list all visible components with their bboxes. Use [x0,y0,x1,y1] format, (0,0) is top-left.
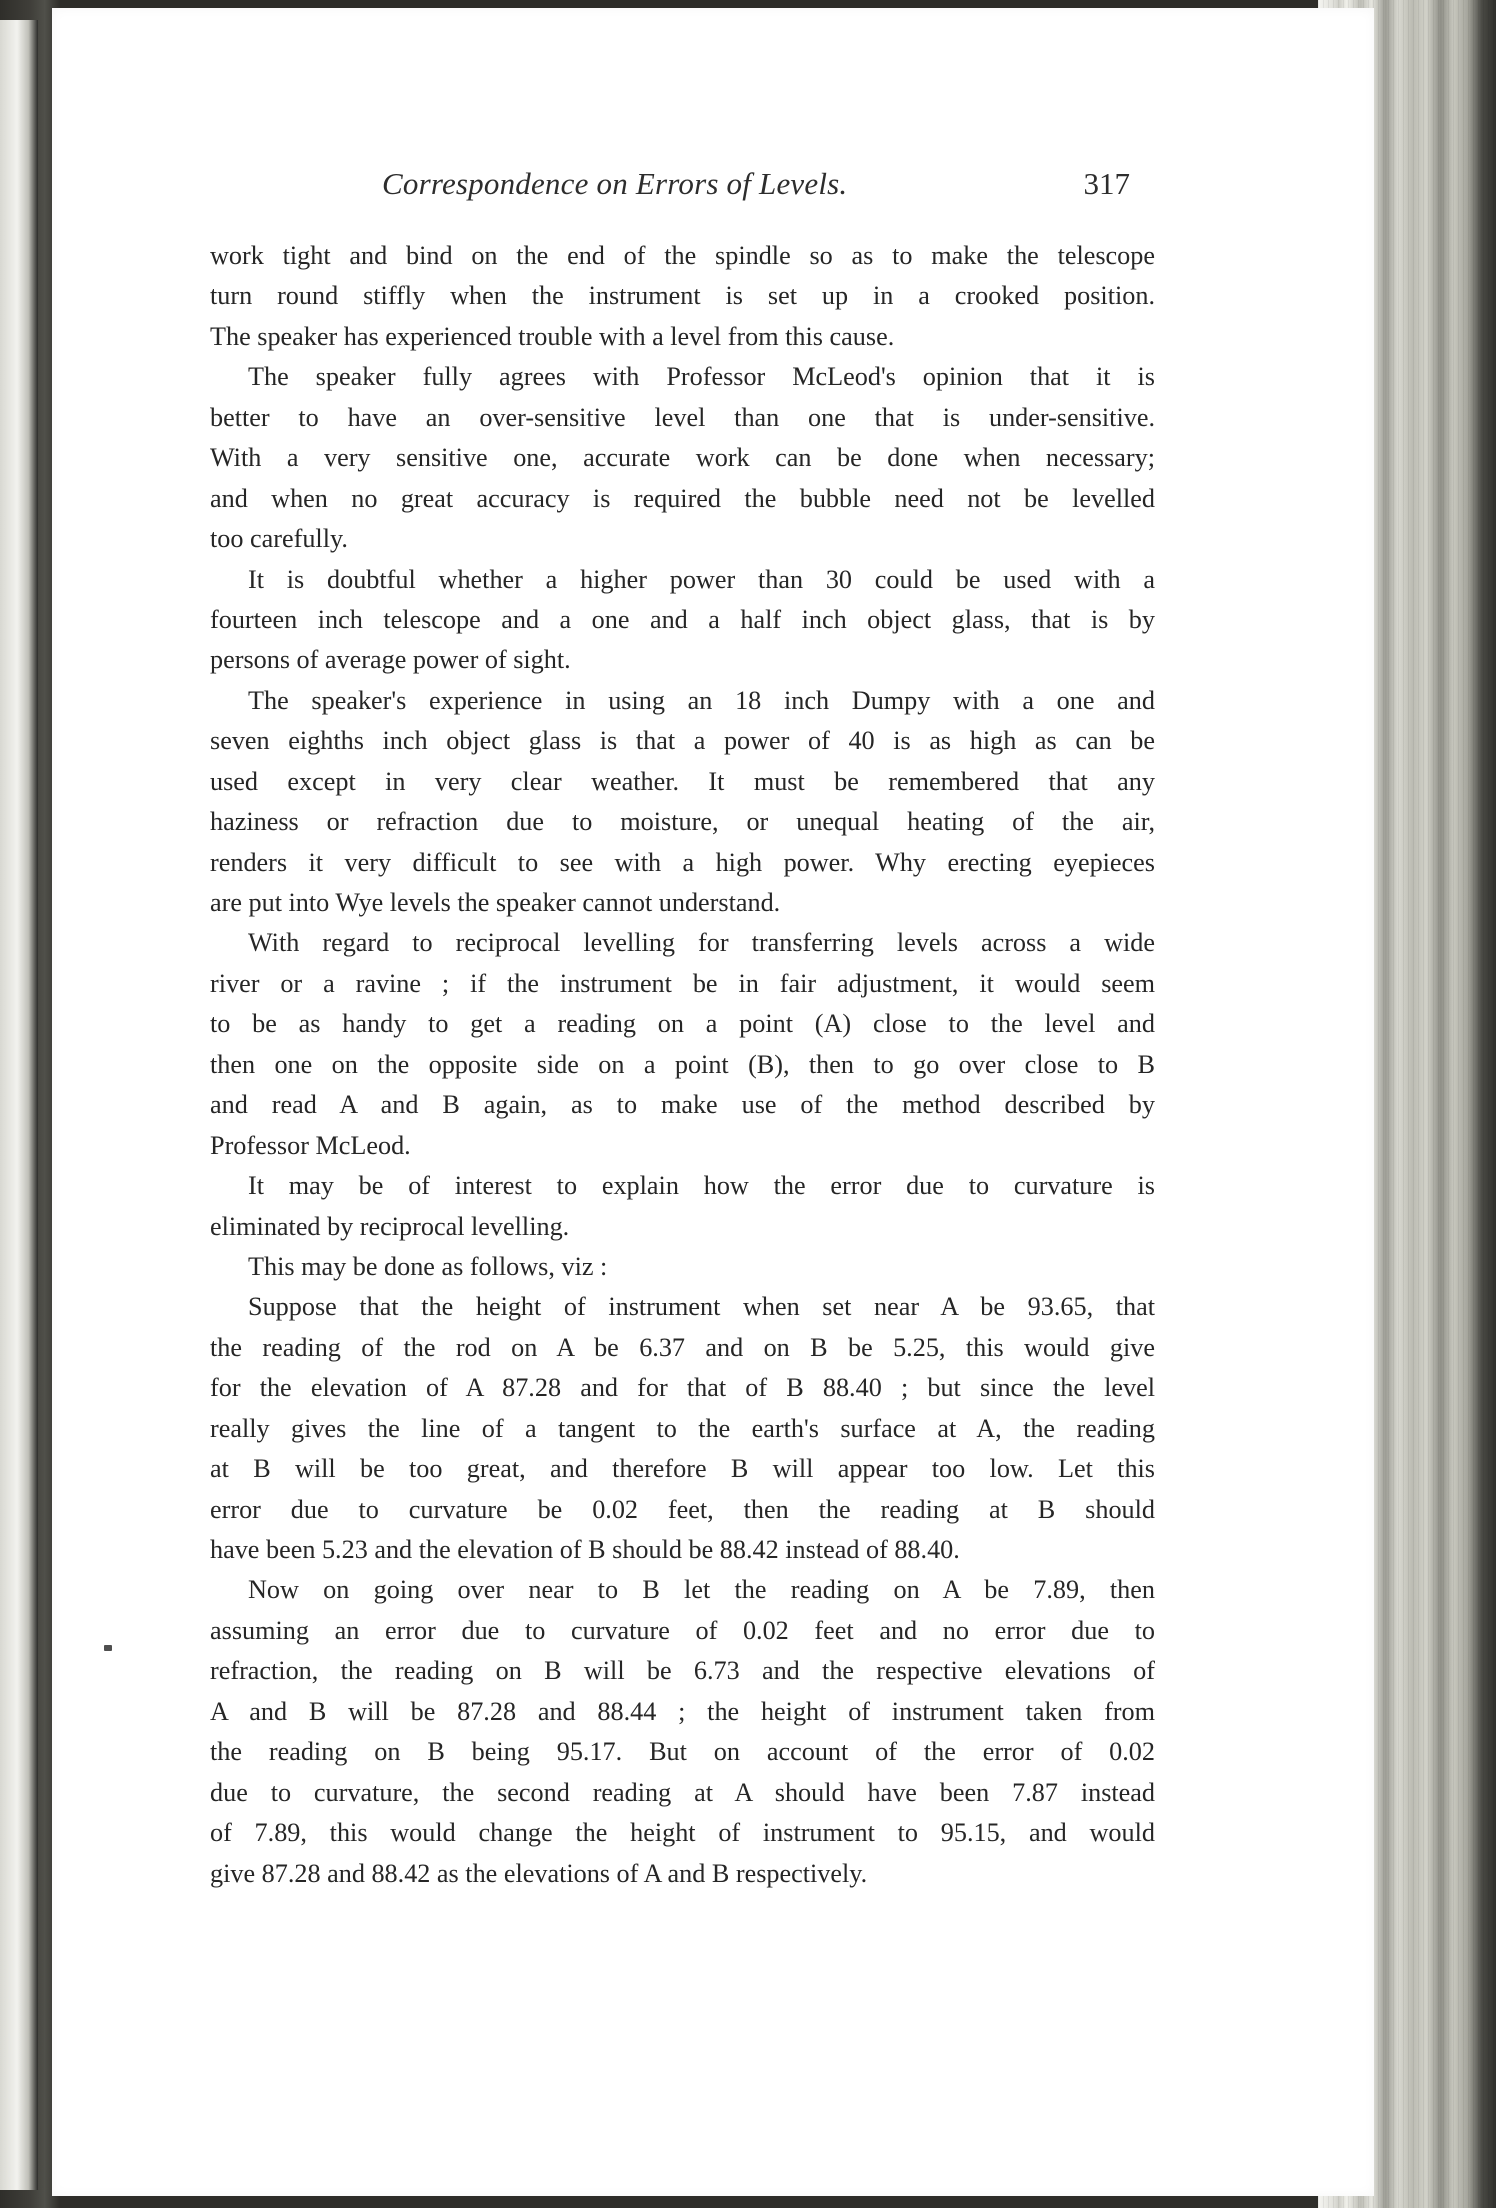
text-line-23: Professor McLeod. [210,1130,411,1160]
text-line-35: assuming an error due to curvature of 0.02 feet and no error due to [210,1615,1155,1645]
text-line-33: have been 5.23 and the elevation of B should be 88.42 instead of 88.40. [210,1535,960,1564]
text-line-9: It is doubtful whether a higher power than 30 could be used with a [248,564,1155,594]
text-line-15: haziness or refraction due to moisture, or unequal heating of the air, [210,807,1155,837]
text-line-17: are put into Wye levels the speaker cannot understand. [210,888,781,917]
text-line-13: seven eighths inch object glass is that a power of 40 is as high as can be [210,726,1155,756]
page-header [382,166,1142,212]
body-text [210,236,1155,1894]
text-line-38: the reading on B being 95.17. But on account of the error of 0.02 [210,1737,1155,1767]
text-line-32: error due to curvature be 0.02 feet, then the reading at B should [210,1494,1155,1524]
text-line-37: A and B will be 87.28 and 88.44 ; the height of instrument taken from [210,1696,1155,1726]
text-line-12: The speaker's experience in using an 18 inch Dumpy with a one and [248,685,1155,715]
running-title: Correspondence on Errors of Levels. [382,166,848,201]
text-line-26: This may be done as follows, viz : [248,1251,608,1281]
book-page [52,8,1374,2196]
text-line-22: and read A and B again, as to make use of the method described by [210,1090,1155,1120]
text-line-31: at B will be too great, and therefore B will appear too low. Let this [210,1454,1155,1484]
text-line-8: too carefully. [210,524,348,554]
text-line-4: The speaker fully agrees with Professor McLeod's opinion that it is [248,362,1155,392]
text-line-30: really gives the line of a tangent to the earth's surface at A, the reading [210,1413,1155,1443]
text-line-16: renders it very difficult to see with a high power. Why erecting eyepieces [210,847,1155,877]
text-line-5: better to have an over-sensitive level than one that is under-sensitive. [210,402,1155,432]
text-line-34: Now on going over near to B let the reading on A be 7.89, then [248,1575,1155,1605]
text-line-28: the reading of the rod on A be 6.37 and on B be 5.25, this would give [210,1332,1155,1362]
text-line-29: for the elevation of A 87.28 and for that of B 88.40 ; but since the level [210,1373,1155,1403]
text-line-39: due to curvature, the second reading at A should have been 7.87 instead [210,1777,1155,1807]
text-line-40: of 7.89, this would change the height of instrument to 95.15, and would [210,1818,1155,1848]
text-line-36: refraction, the reading on B will be 6.73 and the respective elevations of [210,1656,1155,1686]
text-line-20: to be as handy to get a reading on a point (A) close to the level and [210,1009,1155,1039]
text-line-25: eliminated by reciprocal levelling. [210,1211,570,1241]
text-line-24: It may be of interest to explain how the error due to curvature is [248,1171,1155,1201]
text-line-41: give 87.28 and 88.42 as the elevations of A and B respectively. [210,1858,868,1888]
text-line-19: river or a ravine ; if the instrument be in fair adjustment, it would seem [210,968,1155,998]
text-line-1: work tight and bind on the end of the spindle so as to make the telescope [210,241,1155,270]
text-line-18: With regard to reciprocal levelling for transferring levels across a wide [248,928,1155,958]
text-line-2: turn round stiffly when the instrument is set up in a crooked position. [210,281,1155,311]
text-line-10: fourteen inch telescope and a one and a half inch object glass, that is by [210,604,1155,634]
page-number: 317 [1083,166,1130,201]
text-line-7: and when no great accuracy is required the bubble need not be levelled [210,483,1155,513]
text-line-11: persons of average power of sight. [210,645,571,675]
left-page-edge [0,20,38,2190]
text-line-6: With a very sensitive one, accurate work can be done when necessary; [210,443,1155,473]
text-line-3: The speaker has experienced trouble with a level from this cause. [210,321,895,351]
text-line-27: Suppose that the height of instrument when set near A be 93.65, that [248,1292,1155,1322]
text-line-14: used except in very clear weather. It must be remembered that any [210,766,1155,796]
text-line-21: then one on the opposite side on a point (B), then to go over close to B [210,1049,1155,1079]
margin-ink-mark [104,1645,112,1651]
